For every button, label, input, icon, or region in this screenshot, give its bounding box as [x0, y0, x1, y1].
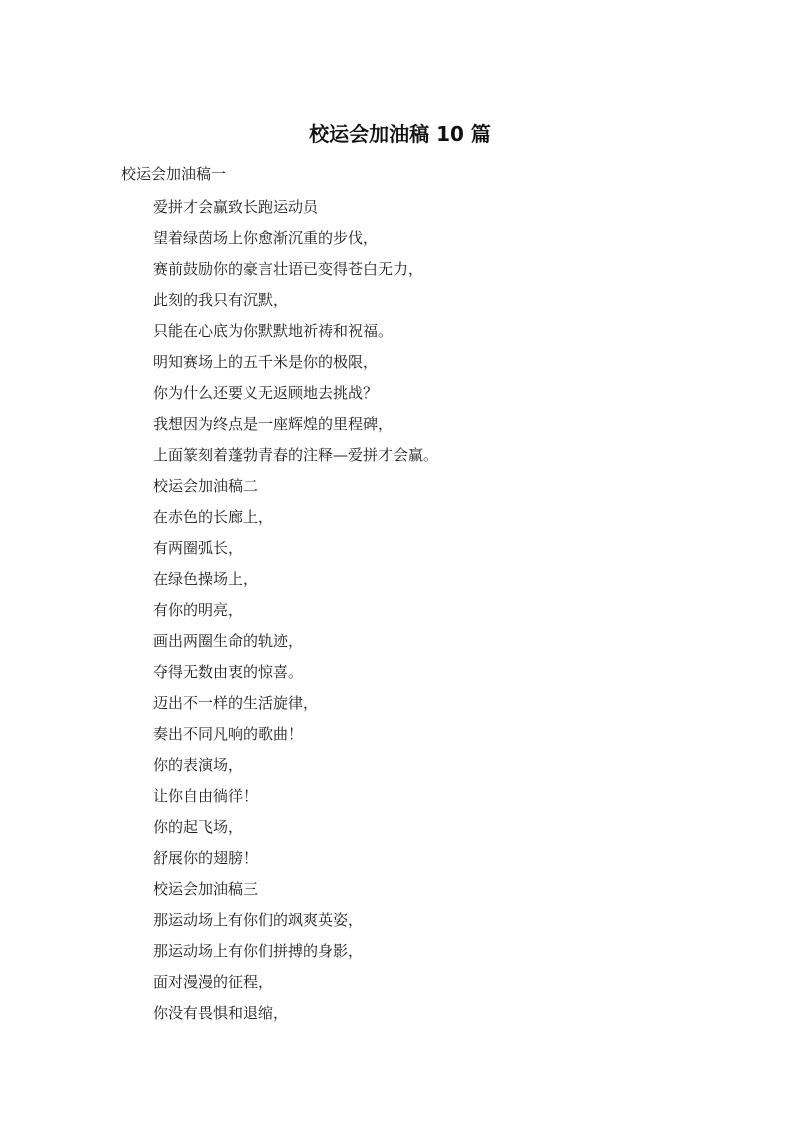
- poem-lines: [153, 192, 713, 1029]
- poem-line: 有你的明亮，: [153, 601, 244, 619]
- poem-line: 望着绿茵场上你愈渐沉重的步伐，: [153, 229, 379, 247]
- poem-line: 只能在心底为你默默地祈祷和祝福。: [153, 322, 394, 340]
- poem-line: 舒展你的翅膀！: [153, 849, 259, 867]
- poem-line: 在赤色的长廊上，: [153, 508, 274, 526]
- poem-line: 赛前鼓励你的豪言壮语已变得苍白无力，: [153, 260, 424, 278]
- section-heading: 校运会加油稿一: [121, 165, 227, 183]
- poem-line: 奏出不同凡响的歌曲！: [153, 725, 304, 743]
- poem-line: 让你自由徜徉！: [153, 787, 259, 805]
- section-heading-inline: 校运会加油稿三: [153, 880, 259, 898]
- poem-line: 画出两圈生命的轨迹，: [153, 632, 304, 650]
- poem-line: 明知赛场上的五千米是你的极限，: [153, 353, 379, 371]
- poem-line: 你没有畏惧和退缩，: [153, 1004, 289, 1022]
- poem-line: 上面篆刻着蓬勃青春的注释—爱拼才会赢。: [153, 446, 439, 464]
- poem-line: 有两圈弧长，: [153, 539, 244, 557]
- poem-line: 在绿色操场上，: [153, 570, 259, 588]
- poem-line: 你的起飞场，: [153, 818, 244, 836]
- document-title: 校运会加油稿 10 篇: [309, 122, 491, 146]
- poem-line: 那运动场上有你们拼搏的身影，: [153, 942, 364, 960]
- poem-line: 你的表演场，: [153, 756, 244, 774]
- poem-line: 面对漫漫的征程，: [153, 973, 274, 991]
- poem-line: 爱拼才会赢致长跑运动员: [153, 198, 319, 216]
- section-heading-inline: 校运会加油稿二: [153, 477, 259, 495]
- poem-line: 那运动场上有你们的飒爽英姿，: [153, 911, 364, 929]
- poem-line: 此刻的我只有沉默，: [153, 291, 289, 309]
- poem-line: 我想因为终点是一座辉煌的里程碑，: [153, 415, 394, 433]
- poem-line: 夺得无数由衷的惊喜。: [153, 663, 304, 681]
- poem-line: 你为什么还要义无返顾地去挑战？: [153, 384, 379, 402]
- poem-line: 迈出不一样的生活旋律，: [153, 694, 319, 712]
